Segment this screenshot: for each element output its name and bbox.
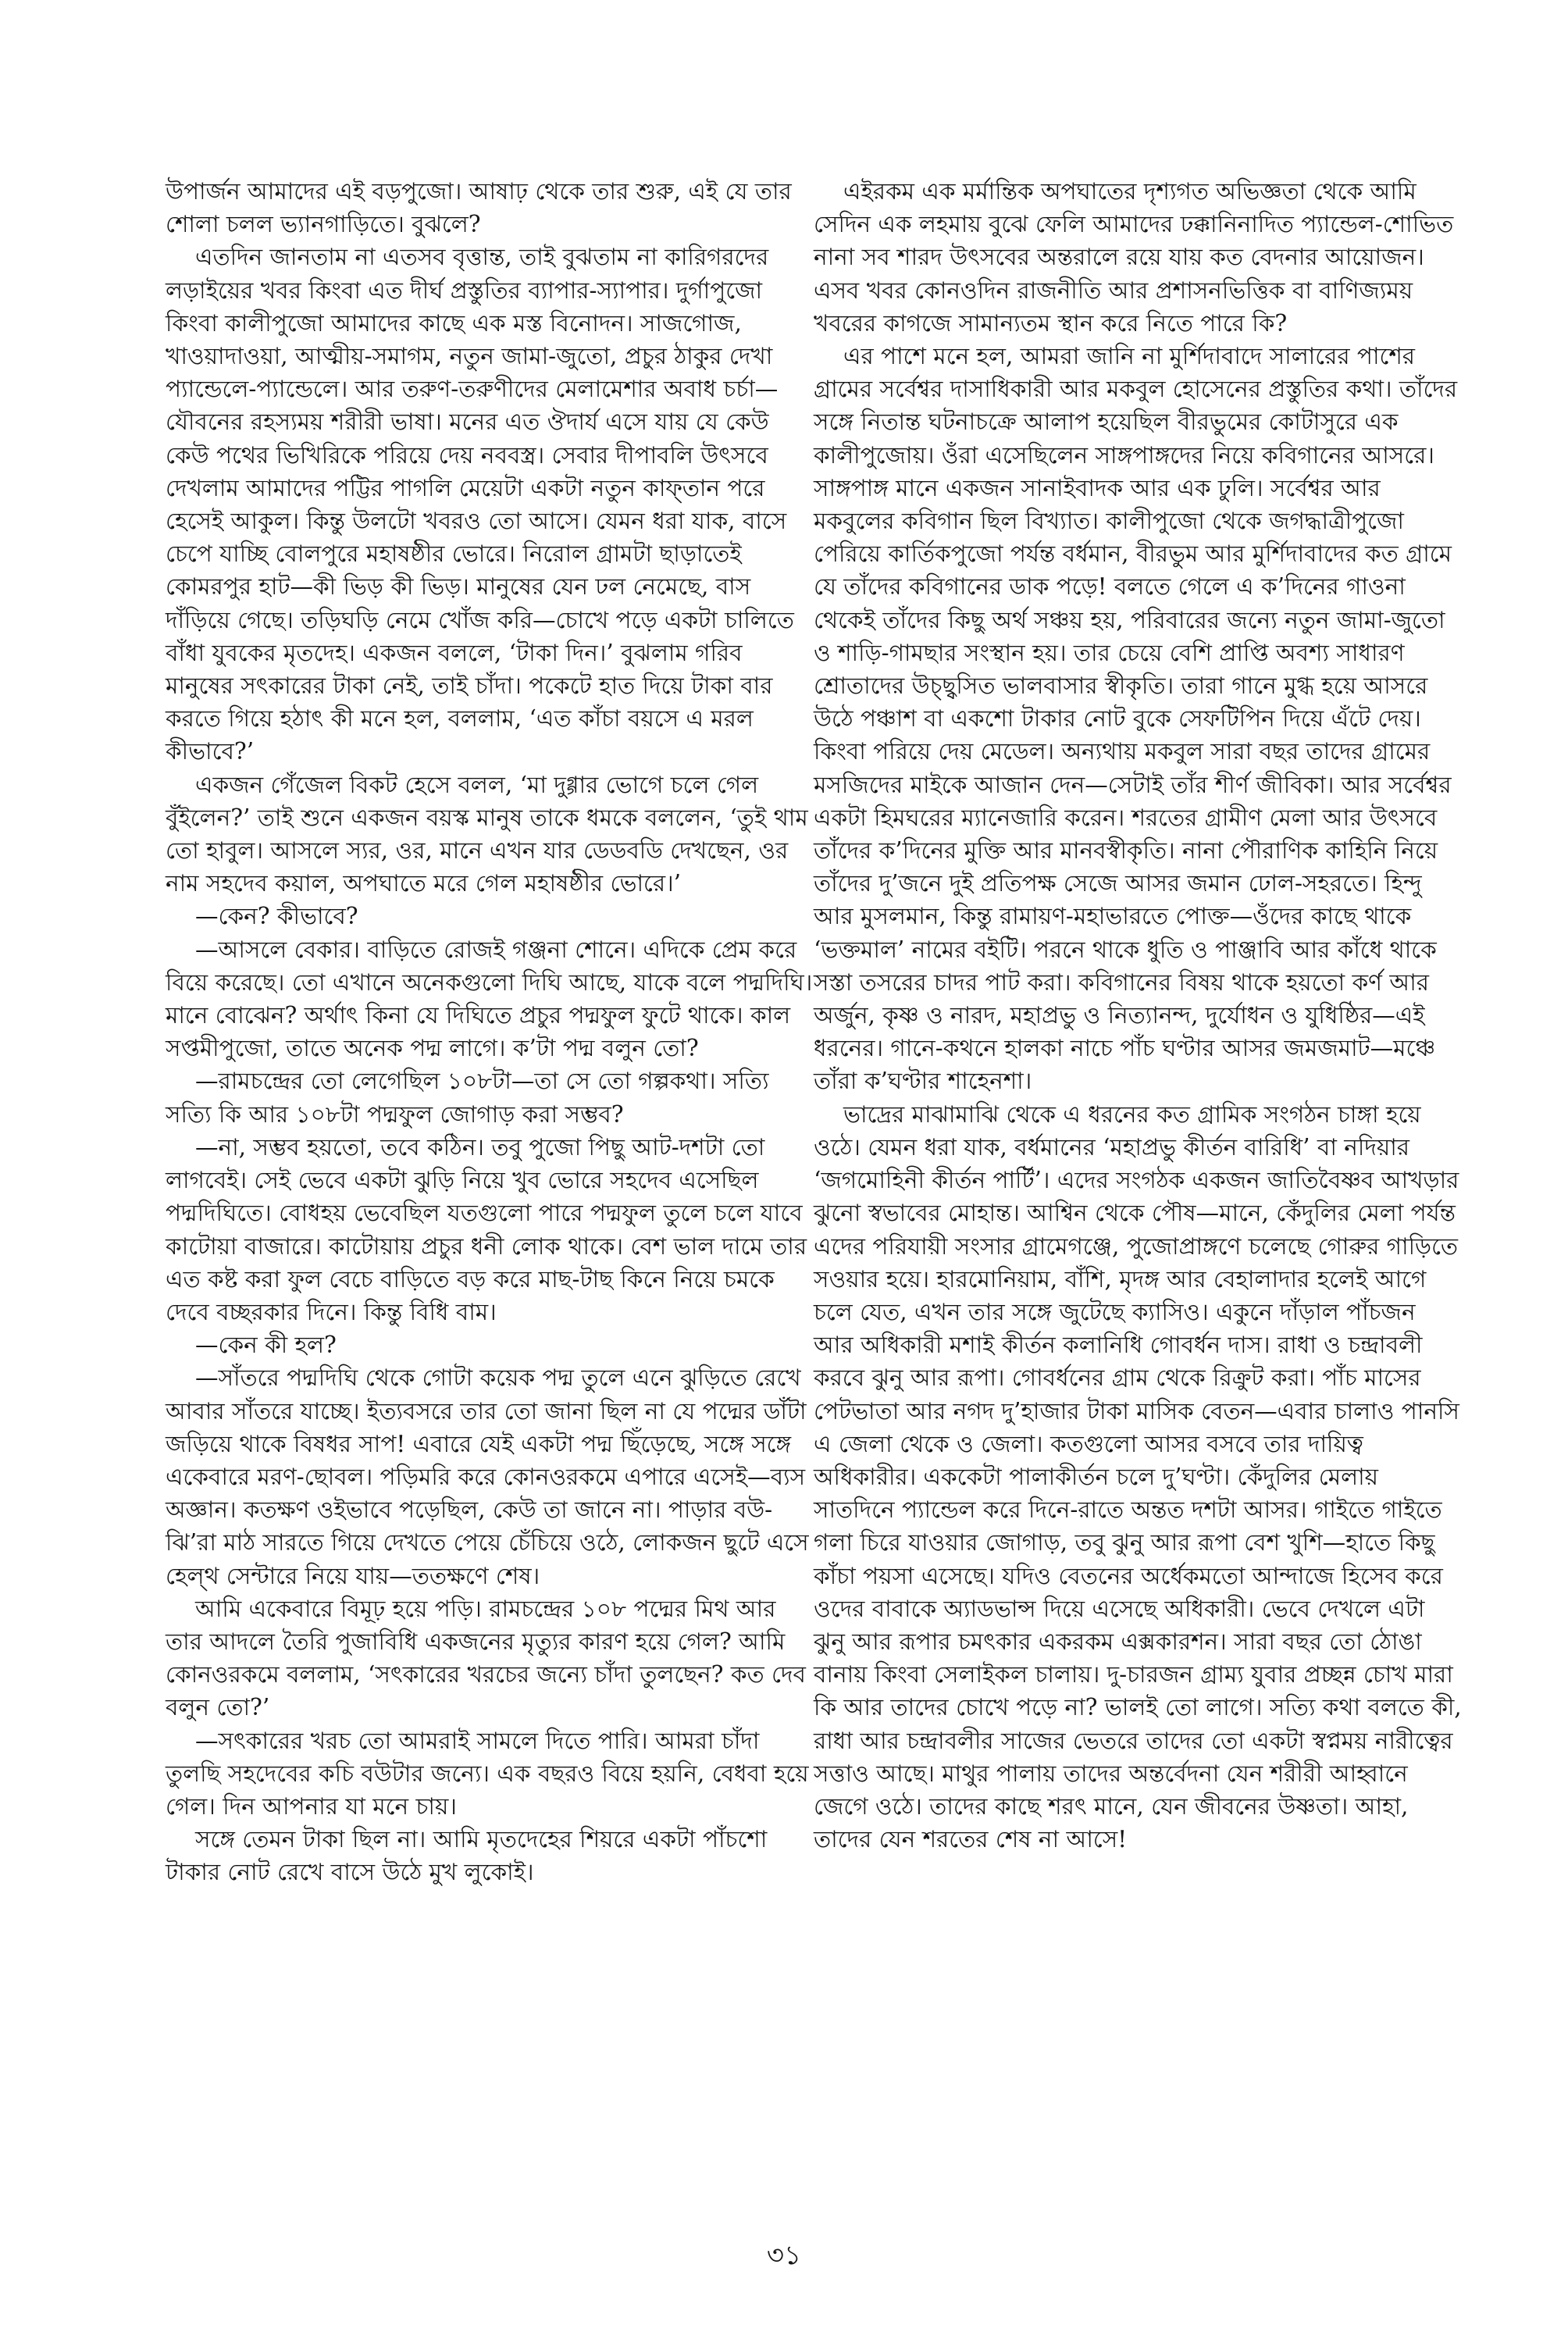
paragraph: আমি একেবারে বিমূঢ় হয়ে পড়ি। রামচন্দ্রের ১০৮ পদ্মের মিথ আর তার আদলে তৈরি পুজাবিধি একজনের মৃত্যুর কারণ হয়ে গেল? আমি কোনওরকমে বললাম, ‘সৎকারের খরচের জন্যে চাঁদা তুলছেন? কত দেব বলুন তো?’ bbox=[166, 1595, 806, 1721]
left-column bbox=[166, 175, 814, 1889]
right-column bbox=[814, 175, 1462, 1856]
dialogue-line: —রামচন্দ্রের তো লেগেছিল ১০৮টা—তা সে তো গল্পকথা। সত্যি সত্যি কি আর ১০৮টা পদ্মফুল জোগাড় করা সম্ভব? bbox=[166, 1068, 769, 1128]
dialogue-line: —আসলে বেকার। বাড়িতে রোজই গঞ্জনা শোনে। এদিকে প্রেম করে বিয়ে করেছে। তো এখানে অনেকগুলো দিঘি আছে, যাকে বলে পদ্মদিঘি। মানে বোঝেন? অর্থাৎ কিনা যে দিঘিতে প্রচুর পদ্মফুল ফুটে থাকে। কাল সপ্তমীপুজো, তাতে অনেক পদ্ম লাগে। ক’টা পদ্ম বলুন তো? bbox=[166, 936, 813, 1062]
dialogue-line: —কেন কী হল? bbox=[195, 1332, 337, 1359]
page-number: ৩১ bbox=[766, 2240, 802, 2271]
paragraph: এতদিন জানতাম না এতসব বৃত্তান্ত, তাই বুঝতাম না কারিগরদের লড়াইয়ের খবর কিংবা এত দীর্ঘ প্রস্তুতির ব্যাপার-স্যাপার। দুর্গাপুজো কিংবা কালীপুজো আমাদের কাছে এক মস্ত বিনোদন। সাজগোজ, খাওয়াদাওয়া, আত্মীয়-সমাগম, নতুন জামা-জুতো, প্রচুর ঠাকুর দেখা প্যান্ডেলে-প্যান্ডেলে। আর তরুণ-তরুণীদের মেলামেশার অবাধ চর্চা—যৌবনের রহস্যময় শরীরী ভাষা। মনের এত ঔদার্য এসে যায় যে কেউ কেউ পথের ভিখিরিকে পরিয়ে দেয় নববস্ত্র। সেবার দীপাবলি উৎসবে দেখলাম আমাদের পট্টির পাগলি মেয়েটা একটা নতুন কাফ্‌তান পরে হেসেই আকুল। কিন্তু উলটো খবরও তো আসে। যেমন ধরা যাক, বাসে চেপে যাচ্ছি বোলপুরে মহাষষ্ঠীর ভোরে। নিরোল গ্রামটা ছাড়াতেই কোমরপুর হাট—কী ভিড় কী ভিড়। মানুষের যেন ঢল নেমেছে, বাস দাঁড়িয়ে গেছে। তড়িঘড়ি নেমে খোঁজ করি—চোখে পড়ে একটা চালিতে বাঁধা যুবকের মৃতদেহ। একজন বললে, ‘টাকা দিন।’ বুঝলাম গরিব মানুষের সৎকারের টাকা নেই, তাই চাঁদা। পকেটে হাত দিয়ে টাকা বার করতে গিয়ে হঠাৎ কী মনে হল, বললাম, ‘এত কাঁচা বয়সে এ মরল কীভাবে?’ bbox=[166, 244, 794, 765]
paragraph: উপার্জন আমাদের এই বড়পুজো। আষাঢ় থেকে তার শুরু, এই যে তার শোলা চলল ভ্যানগাড়িতে। বুঝলে? bbox=[166, 178, 792, 238]
paragraph: এর পাশে মনে হল, আমরা জানি না মুর্শিদাবাদে সালারের পাশের গ্রামের সর্বেশ্বর দাসাধিকারী আর মকবুল হোসেনের প্রস্তুতির কথা। তাঁদের সঙ্গে নিতান্ত ঘটনাচক্রে আলাপ হয়েছিল বীরভুমের কোটাসুরে এক কালীপুজোয়। ওঁরা এসেছিলেন সাঙ্গপাঙ্গদের নিয়ে কবিগানের আসরে। সাঙ্গপাঙ্গ মানে একজন সানাইবাদক আর এক ঢুলি। সর্বেশ্বর আর মকবুলের কবিগান ছিল বিখ্যাত। কালীপুজো থেকে জগদ্ধাত্রীপুজো পেরিয়ে কার্তিকপুজো পর্যন্ত বর্ধমান, বীরভুম আর মুর্শিদাবাদের কত গ্রামে যে তাঁদের কবিগানের ডাক পড়ে! বলতে গেলে এ ক’দিনের গাওনা থেকেই তাঁদের কিছু অর্থ সঞ্চয় হয়, পরিবারের জন্যে নতুন জামা-জুতো ও শাড়ি-গামছার সংস্থান হয়। তার চেয়ে বেশি প্রাপ্তি অবশ্য সাধারণ শ্রোতাদের উচ্ছ্বসিত ভালবাসার স্বীকৃতি। তারা গানে মুগ্ধ হয়ে আসরে উঠে পঞ্চাশ বা একশো টাকার নোট বুকে সেফটিপিন দিয়ে এঁটে দেয়। কিংবা পরিয়ে দেয় মেডেল। অন্যথায় মকবুল সারা বছর তাদের গ্রামের মসজিদের মাইকে আজান দেন—সেটাই তাঁর শীর্ণ জীবিকা। আর সর্বেশ্বর একটা হিমঘরের ম্যানেজারি করেন। শরতের গ্রামীণ মেলা আর উৎসবে তাঁদের ক’দিনের মুক্তি আর মানবস্বীকৃতি। নানা পৌরাণিক কাহিনি নিয়ে তাঁদের দু’জনে দুই প্রতিপক্ষ সেজে আসর জমান ঢোল-সহরতে। হিন্দু আর মুসলমান, কিন্তু রামায়ণ-মহাভারতে পোক্ত—ওঁদের কাছে থাকে ‘ভক্তমাল’ নামের বইটি। পরনে থাকে ধুতি ও পাঞ্জাবি আর কাঁধে থাকে সস্তা তসরের চাদর পাট করা। কবিগানের বিষয় থাকে হয়তো কর্ণ আর অর্জুন, কৃষ্ণ ও নারদ, মহাপ্রভু ও নিত্যানন্দ, দুর্যোধন ও যুধিষ্ঠির—এই ধরনের। গানে-কথনে হালকা নাচে পাঁচ ঘণ্টার আসর জমজমাট—মঞ্চে তাঁরা ক’ঘণ্টার শাহেনশা। bbox=[814, 343, 1458, 1095]
dialogue-line: —সাঁতরে পদ্মদিঘি থেকে গোটা কয়েক পদ্ম তুলে এনে ঝুড়িতে রেখে আবার সাঁতরে যাচ্ছে। ইত্যবসরে তার তো জানা ছিল না যে পদ্মের ডাঁটা জড়িয়ে থাকে বিষধর সাপ! এবারে যেই একটা পদ্ম ছিঁড়েছে, সঙ্গে সঙ্গে একেবারে মরণ-ছোবল। পড়িমরি করে কোনওরকমে এপারে এসেই—ব্যস অজ্ঞান। কতক্ষণ ওইভাবে পড়েছিল, কেউ তা জানে না। পাড়ার বউ-ঝি’রা মাঠ সারতে গিয়ে দেখতে পেয়ে চেঁচিয়ে ওঠে, লোকজন ছুটে এসে হেল্‌থ সেন্টারে নিয়ে যায়—ততক্ষণে শেষ। bbox=[166, 1364, 809, 1589]
dialogue-line: —না, সম্ভব হয়তো, তবে কঠিন। তবু পুজো পিছু আট-দশটা তো লাগবেই। সেই ভেবে একটা ঝুড়ি নিয়ে খুব ভোরে সহদেব এসেছিল পদ্মদিঘিতে। বোধহয় ভেবেছিল যতগুলো পারে পদ্মফুল তুলে চলে যাবে কাটোয়া বাজারে। কাটোয়ায় প্রচুর ধনী লোক থাকে। বেশ ভাল দামে তার এত কষ্ট করা ফুল বেচে বাড়িতে বড় করে মাছ-টাছ কিনে নিয়ে চমকে দেবে বচ্ছরকার দিনে। কিন্তু বিধি বাম। bbox=[166, 1133, 807, 1325]
dialogue-line: —কেন? কীভাবে? bbox=[195, 903, 358, 930]
dialogue-line: —সৎকারের খরচ তো আমরাই সামলে দিতে পারি। আমরা চাঁদা তুলছি সহদেবের কচি বউটার জন্যে। এক বছরও বিয়ে হয়নি, বেধবা হয়ে গেল। দিন আপনার যা মনে চায়। bbox=[166, 1727, 809, 1820]
paragraph: একজন গেঁজেল বিকট হেসে বলল, ‘মা দুগ্গার ভোগে চলে গেল বুঁইলেন?’ তাই শুনে একজন বয়স্ক মানুষ তাকে ধমকে বললেন, ‘তুই থাম তো হাবুল। আসলে স্যর, ওর, মানে এখন যার ডেডবডি দেখছেন, ওর নাম সহদেব কয়াল, অপঘাতে মরে গেল মহাষষ্ঠীর ভোরে।’ bbox=[166, 771, 808, 897]
paragraph: ভাদ্রের মাঝামাঝি থেকে এ ধরনের কত গ্রামিক সংগঠন চাঙ্গা হয়ে ওঠে। যেমন ধরা যাক, বর্ধমানের ‘মহাপ্রভু কীর্তন বারিধি’ বা নদিয়ার ‘জগমোহিনী কীর্তন পার্টি’। এদের সংগঠক একজন জাতিবৈষ্ণব আখড়ার ঝুনো স্বভাবের মোহান্ত। আশ্বিন থেকে পৌষ—মানে, কেঁদুলির মেলা পর্যন্ত এদের পরিযায়ী সংসার গ্রামেগঞ্জে, পুজোপ্রাঙ্গণে চলেছে গোরুর গাড়িতে সওয়ার হয়ে। হারমোনিয়াম, বাঁশি, মৃদঙ্গ আর বেহালাদার হলেই আগে চলে যেত, এখন তার সঙ্গে জুটেছে ক্যাসিও। একুনে দাঁড়াল পাঁচজন আর অধিকারী মশাই কীর্তন কলানিধি গোবর্ধন দাস। রাধা ও চন্দ্রাবলী করবে ঝুনু আর রূপা। গোবর্ধনের গ্রাম থেকে রিক্রুট করা। পাঁচ মাসের পেটভাতা আর নগদ দু’হাজার টাকা মাসিক বেতন—এবার চালাও পানসি এ জেলা থেকে ও জেলা। কতগুলো আসর বসবে তার দায়িত্ব অধিকারীর। এককেটা পালাকীর্তন চলে দু’ঘণ্টা। কেঁদুলির মেলায় সাতদিনে প্যান্ডেল করে দিনে-রাতে অন্তত দশটা আসর। গাইতে গাইতে গলা চিরে যাওয়ার জোগাড়, তবু ঝুনু আর রূপা বেশ খুশি—হাতে কিছু কাঁচা পয়সা এসেছে। যদিও বেতনের অর্ধেকমতো আন্দাজে হিসেব করে ওদের বাবাকে অ্যাডভান্স দিয়ে এসেছে অধিকারী। ভেবে দেখলে এটা ঝুনু আর রূপার চমৎকার একরকম এক্সকারশন। সারা বছর তো ঠোঙা বানায় কিংবা সেলাইকল চালায়। দু-চারজন গ্রাম্য যুবার প্রচ্ছন্ন চোখ মারা কি আর তাদের চোখে পড়ে না? ভালই তো লাগে। সত্যি কথা বলতে কী, রাধা আর চন্দ্রাবলীর সাজের ভেতরে তাদের তো একটা স্বপ্নময় নারীত্বের সত্তাও আছে। মাথুর পালায় তাদের অন্তর্বেদনা যেন শরীরী আহ্বানে জেগে ওঠে। তাদের কাছে শরৎ মানে, যেন জীবনের উষ্ণতা। আহা, তাদের যেন শরতের শেষ না আসে! bbox=[814, 1100, 1462, 1853]
paragraph: এইরকম এক মর্মান্তিক অপঘাতের দৃশ্যগত অভিজ্ঞতা থেকে আমি সেদিন এক লহমায় বুঝে ফেলি আমাদের ঢক্কানিনাদিত প্যান্ডেল-শোভিত নানা সব শারদ উৎসবের অন্তরালে রয়ে যায় কত বেদনার আয়োজন। এসব খবর কোনওদিন রাজনীতি আর প্রশাসনভিত্তিক বা বাণিজ্যময় খবরের কাগজে সামান্যতম স্থান করে নিতে পারে কি? bbox=[814, 178, 1454, 337]
paragraph: সঙ্গে তেমন টাকা ছিল না। আমি মৃতদেহের শিয়রে একটা পাঁচশো টাকার নোট রেখে বাসে উঠে মুখ লুকোই। bbox=[166, 1826, 768, 1886]
